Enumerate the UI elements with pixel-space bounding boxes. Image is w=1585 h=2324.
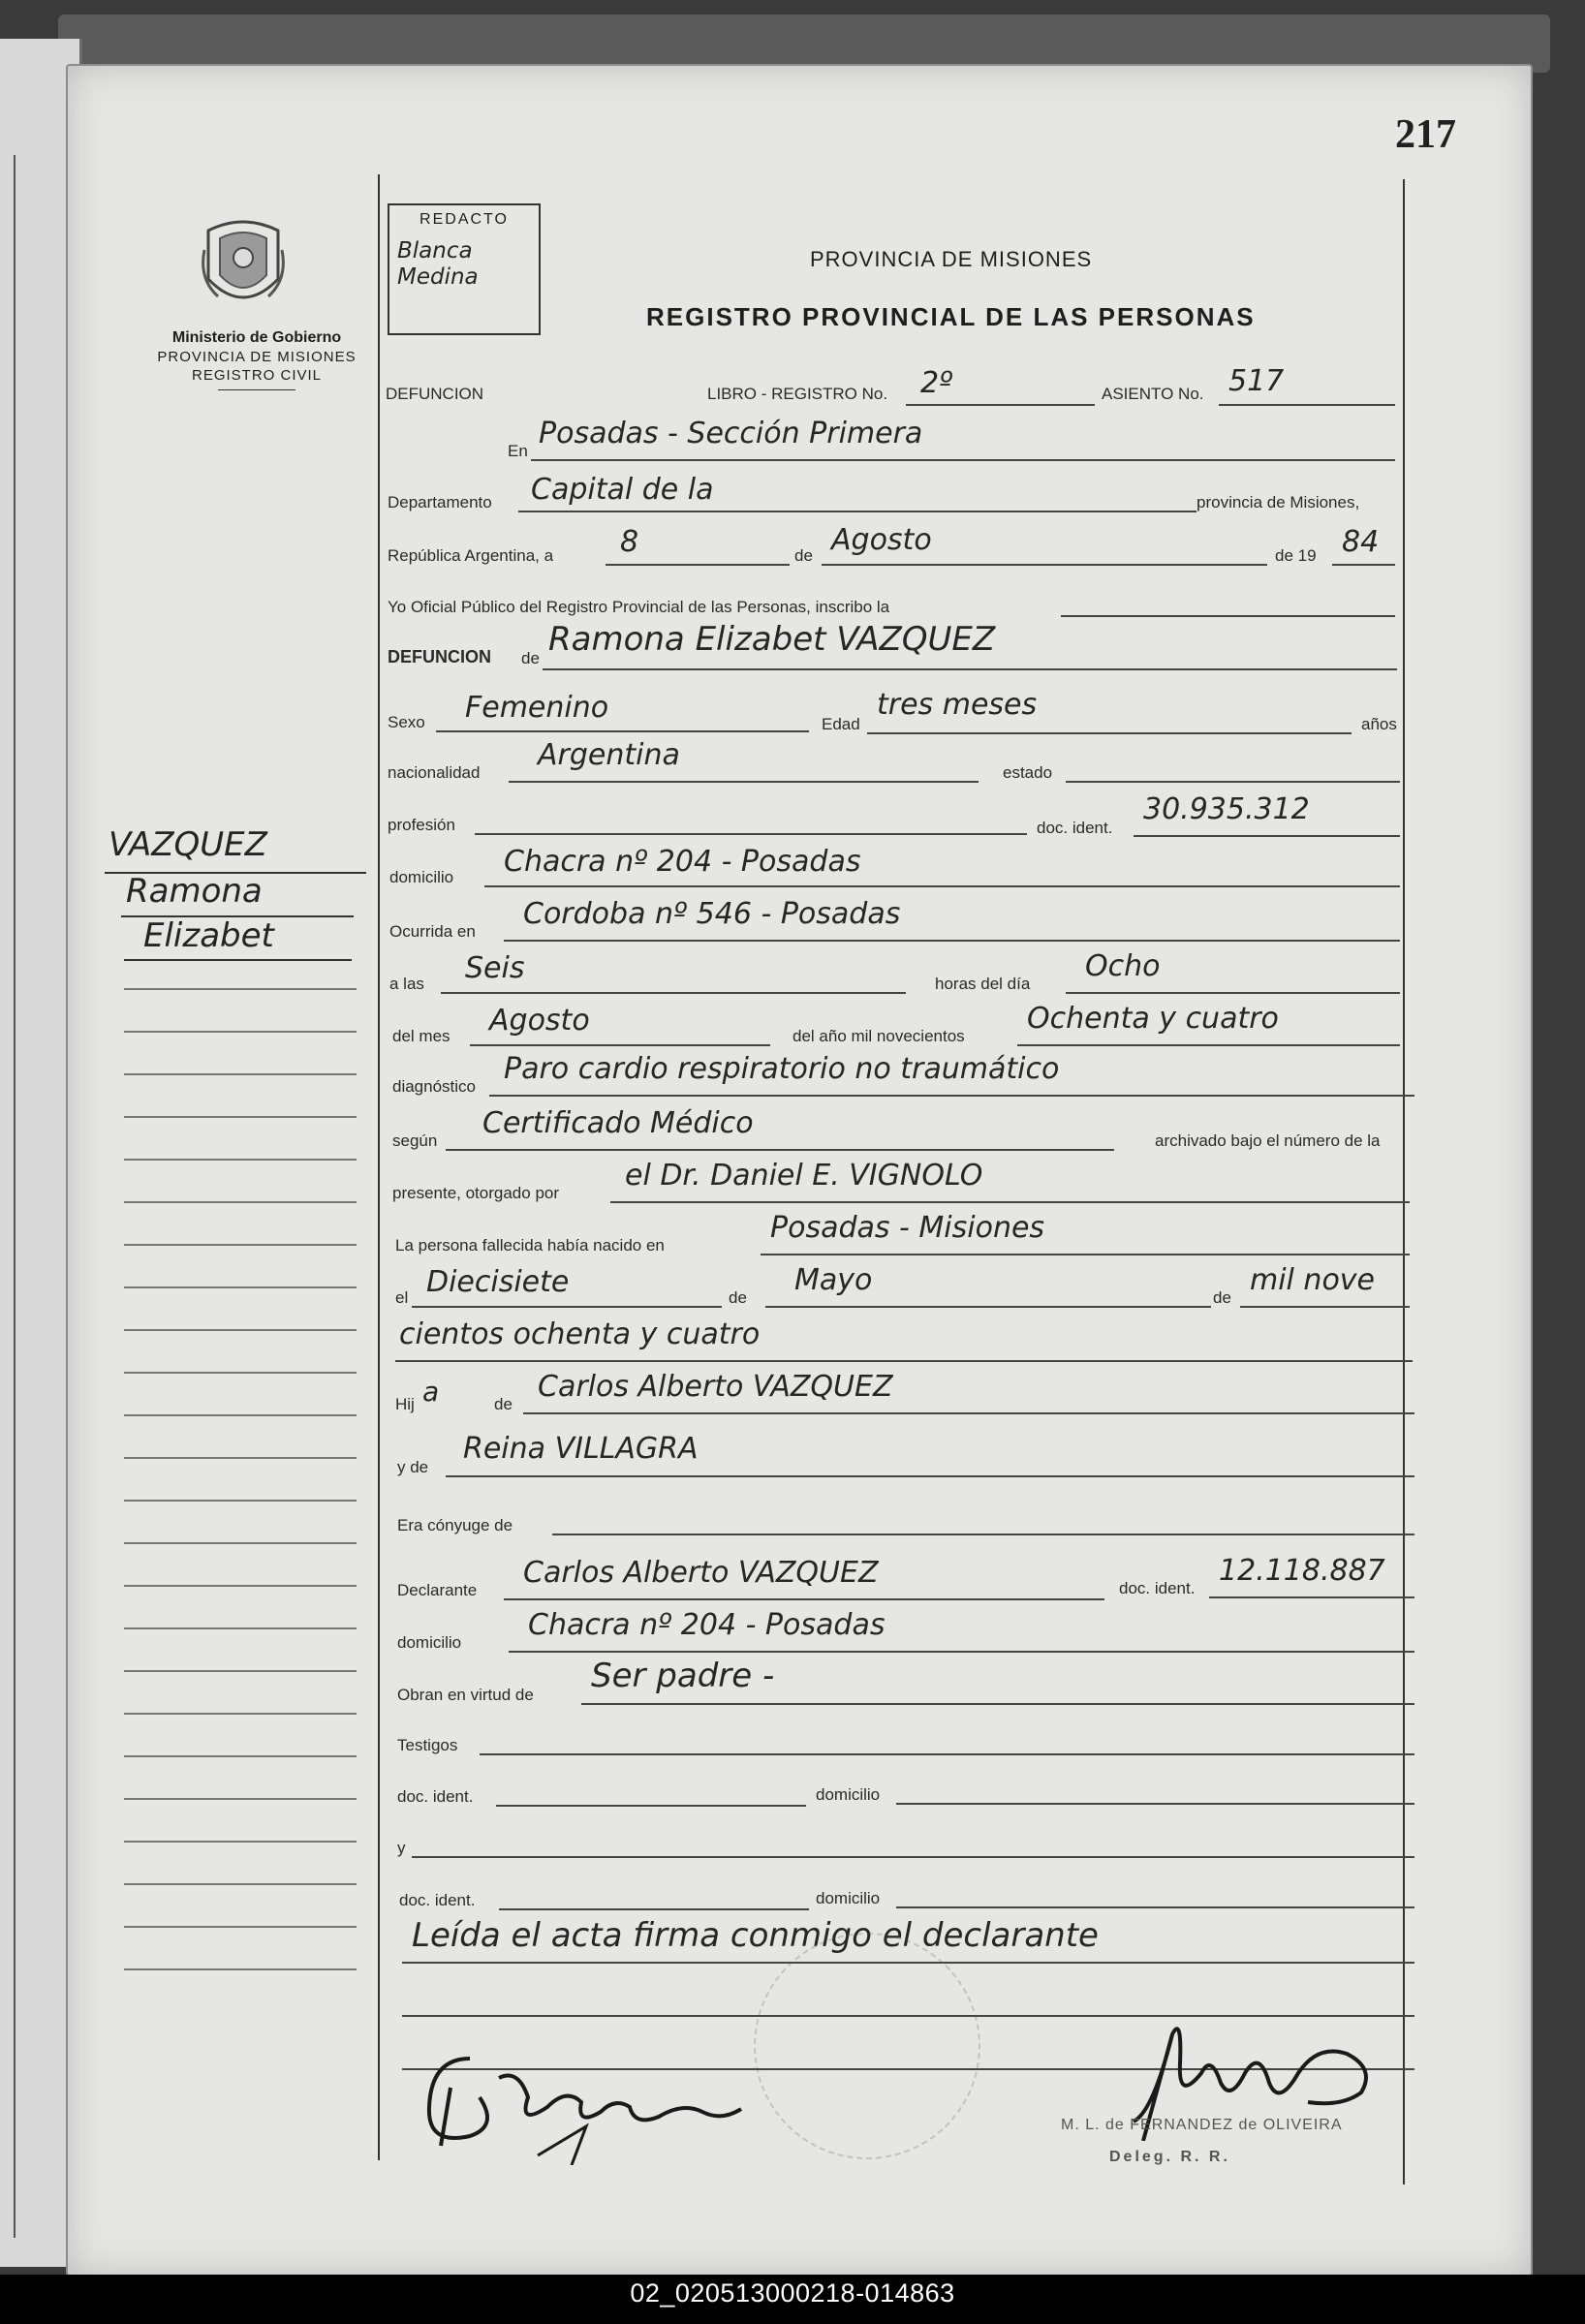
padre-value: Carlos Alberto VAZQUEZ: [538, 1370, 893, 1404]
profesion-rule: [475, 833, 1027, 835]
testigos-rule: [480, 1753, 1414, 1755]
ministry-block: [126, 329, 388, 390]
declarante-doc-value: 12.118.887: [1219, 1554, 1385, 1588]
official-name: M. L. de FERNANDEZ de OLIVEIRA: [1061, 2117, 1343, 2133]
margin-ruled-line: [124, 1500, 357, 1502]
nacido-en-rule: [761, 1254, 1410, 1255]
libro-label: LIBRO - REGISTRO No.: [707, 385, 888, 403]
margin-ruled-line: [124, 1542, 357, 1544]
margin-ruled-line: [124, 1159, 357, 1161]
presente-label: presente, otorgado por: [392, 1184, 560, 1202]
hora-value: Seis: [465, 951, 525, 985]
padre-rule: [523, 1412, 1414, 1414]
defuncion-label: DEFUNCION: [386, 385, 484, 403]
margin-ruled-line: [124, 1244, 357, 1246]
declarante-label: Declarante: [397, 1581, 478, 1599]
de-label: de: [794, 546, 813, 565]
doc-ident3-rule: [496, 1805, 806, 1807]
obran-rule: [581, 1703, 1414, 1705]
declarante-domicilio-rule: [509, 1651, 1414, 1653]
en-value: Posadas - Sección Primera: [539, 417, 923, 450]
horas-del-dia-label: horas del día: [935, 975, 1031, 993]
margin-second-name: Elizabet: [143, 916, 274, 955]
redacto-box: [388, 203, 541, 335]
departamento-value: Capital de la: [531, 473, 714, 507]
margin-ruled-line: [124, 1841, 357, 1843]
mes-texto-value: Agosto: [489, 1004, 590, 1038]
departamento-label: Departamento: [388, 493, 492, 511]
margin-ruled-line: [124, 1627, 357, 1629]
domicilio-label: domicilio: [389, 868, 454, 886]
conyuge-rule: [552, 1534, 1414, 1535]
hij-label: Hij: [395, 1395, 415, 1413]
mes-value: Agosto: [831, 523, 932, 557]
nac-mes-rule: [765, 1306, 1211, 1308]
declarante-rule: [504, 1598, 1104, 1600]
ano-texto-value: Ochenta y cuatro: [1027, 1002, 1279, 1036]
estado-label: estado: [1003, 763, 1053, 782]
edad-rule: [867, 732, 1352, 734]
obran-value: Ser padre -: [591, 1657, 775, 1695]
nac-dia-value: Diecisiete: [426, 1265, 570, 1299]
margin-ruled-line: [124, 1798, 357, 1800]
ministry-office: REGISTRO CIVIL: [191, 367, 323, 384]
domicilio-rule: [484, 885, 1400, 887]
deceased-name-value: Ramona Elizabet VAZQUEZ: [548, 620, 996, 659]
margin-ruled-line: [124, 1116, 357, 1118]
margin-surname: VAZQUEZ: [109, 825, 267, 864]
asiento-rule: [1219, 404, 1395, 406]
profesion-label: profesión: [388, 816, 455, 834]
nacionalidad-value: Argentina: [538, 738, 680, 772]
archivado-label: archivado bajo el número de la: [1155, 1131, 1381, 1150]
nacionalidad-rule: [509, 781, 979, 783]
a-las-label: a las: [389, 975, 424, 993]
redacto-label: REDACTO: [420, 211, 509, 228]
y-label: y: [397, 1839, 406, 1857]
nac-ano-2-value: cientos ochenta y cuatro: [399, 1317, 761, 1351]
domicilio4-label: domicilio: [816, 1889, 881, 1907]
de-19-label: de 19: [1275, 546, 1317, 565]
margin-ruled-line: [124, 1713, 357, 1715]
doc-ident2-label: doc. ident.: [1119, 1579, 1196, 1597]
obran-label: Obran en virtud de: [397, 1686, 534, 1704]
margin-ruled-line: [124, 1414, 357, 1416]
sexo-rule: [436, 730, 809, 732]
margin-ruled-line: [124, 1073, 357, 1075]
closing-statement: Leída el acta firma conmigo el declarante: [412, 1916, 1099, 1955]
del-mes-label: del mes: [392, 1027, 451, 1045]
margin-ruled-line: [124, 1585, 357, 1587]
ministry-name: Ministerio de Gobierno: [171, 329, 342, 346]
margin-ruled-line: [124, 1286, 357, 1288]
doc-ident4-label: doc. ident.: [399, 1891, 476, 1909]
dia-rule: [606, 564, 790, 566]
nac-mes-value: Mayo: [794, 1263, 873, 1297]
declarant-signature: [412, 2020, 761, 2165]
ano-rule: [1332, 564, 1395, 566]
page-number: 217: [1395, 112, 1456, 157]
madre-value: Reina VILLAGRA: [463, 1432, 699, 1466]
ano-value: 84: [1342, 525, 1380, 559]
edad-label: Edad: [822, 715, 860, 733]
dia-texto-rule: [1066, 992, 1400, 994]
mes-rule: [822, 564, 1267, 566]
ano-texto-rule: [1017, 1044, 1400, 1046]
diagnostico-label: diagnóstico: [392, 1077, 477, 1096]
dia-texto-value: Ocho: [1085, 949, 1161, 983]
margin-ruled-line: [124, 1670, 357, 1672]
de2-label: de: [729, 1288, 747, 1307]
ocurrida-rule: [504, 940, 1400, 942]
declarante-value: Carlos Alberto VAZQUEZ: [523, 1556, 879, 1590]
estado-rule: [1066, 781, 1400, 783]
registry-title: REGISTRO PROVINCIAL DE LAS PERSONAS: [646, 302, 1256, 331]
margin-ruled-line: [124, 1329, 357, 1331]
margin-ruled-line: [124, 1201, 357, 1203]
edad-value: tres meses: [877, 688, 1038, 722]
diagnostico-value: Paro cardio respiratorio no traumático: [504, 1052, 1060, 1086]
en-rule: [531, 459, 1395, 461]
en-label: En: [508, 442, 528, 460]
margin-ruled-line: [124, 1457, 357, 1459]
domicilio4-rule: [896, 1906, 1414, 1908]
nacionalidad-label: nacionalidad: [388, 763, 481, 782]
margin-ruled-line: [124, 988, 357, 990]
margin-ruled-line: [124, 1926, 357, 1928]
margin-ruled-line: [124, 1755, 357, 1757]
deceased-name-rule: [543, 668, 1397, 670]
official-title: Deleg. R. R.: [1109, 2149, 1230, 2165]
hora-rule: [441, 992, 906, 994]
el-label: el: [395, 1288, 409, 1307]
departamento-rule: [518, 511, 1197, 512]
margin-ruled-line: [124, 1968, 357, 1970]
image-identifier: 02_020513000218-014863: [630, 2278, 955, 2308]
anos-label: años: [1361, 715, 1397, 733]
defuncion-de-small: de: [521, 649, 540, 667]
yo-oficial-rule: [1061, 615, 1395, 617]
margin-ruled-line: [124, 1883, 357, 1885]
domicilio2-label: domicilio: [397, 1633, 462, 1652]
doc-ident-label: doc. ident.: [1037, 819, 1113, 837]
conyuge-label: Era cónyuge de: [397, 1516, 513, 1534]
ministry-divider: [218, 389, 295, 390]
segun-label: según: [392, 1131, 438, 1150]
asiento-value: 517: [1228, 364, 1285, 398]
ocurrida-value: Cordoba nº 546 - Posadas: [523, 897, 901, 931]
coat-of-arms-icon: [199, 211, 288, 318]
y-rule: [412, 1856, 1414, 1858]
libro-rule: [906, 404, 1095, 406]
nac-ano-1-value: mil nove: [1250, 1263, 1376, 1297]
ministry-province: PROVINCIA DE MISIONES: [157, 349, 357, 365]
margin-ruled-line: [124, 1372, 357, 1374]
doc-ident3-label: doc. ident.: [397, 1787, 474, 1806]
hij-de-label: de: [494, 1395, 513, 1413]
sexo-label: Sexo: [388, 713, 425, 731]
libro-value: 2º: [920, 366, 953, 400]
de3-label: de: [1213, 1288, 1231, 1307]
declarante-doc-rule: [1209, 1596, 1414, 1598]
segun-value: Certificado Médico: [482, 1106, 754, 1140]
diagnostico-rule: [489, 1095, 1414, 1097]
domicilio3-rule: [896, 1803, 1414, 1805]
margin-ruled-line: [124, 1031, 357, 1033]
margin-first-name: Ramona: [126, 872, 263, 911]
nacido-en-value: Posadas - Misiones: [770, 1211, 1045, 1245]
margin-second-name-underline: [124, 959, 352, 961]
doc-ident-value: 30.935.312: [1143, 792, 1310, 826]
right-margin-rule: [1403, 179, 1405, 2185]
domicilio3-label: domicilio: [816, 1785, 881, 1804]
nac-ano-2-rule: [395, 1360, 1413, 1362]
mes-texto-rule: [470, 1044, 770, 1046]
defuncion-de-label: DEFUNCION: [388, 647, 491, 666]
province-title: PROVINCIA DE MISIONES: [810, 247, 1093, 271]
madre-rule: [446, 1475, 1414, 1477]
ocurrida-label: Ocurrida en: [389, 922, 476, 941]
otorgado-rule: [610, 1201, 1410, 1203]
testigos-label: Testigos: [397, 1736, 458, 1754]
doc-ident-rule: [1134, 835, 1400, 837]
asiento-label: ASIENTO No.: [1102, 385, 1204, 403]
nacido-en-label: La persona fallecida había nacido en: [395, 1236, 665, 1255]
declarante-domicilio-value: Chacra nº 204 - Posadas: [528, 1608, 886, 1642]
yo-oficial-label: Yo Oficial Público del Registro Provincial de las Personas, inscribo la: [388, 598, 890, 616]
segun-rule: [446, 1149, 1114, 1151]
domicilio-value: Chacra nº 204 - Posadas: [504, 845, 861, 879]
nac-dia-rule: [412, 1306, 722, 1308]
left-margin-rule: [378, 174, 380, 2160]
redacto-name: Blanca Medina: [397, 238, 479, 290]
del-ano-label: del año mil novecientos: [792, 1027, 965, 1045]
hij-suffix-value: a: [422, 1376, 440, 1408]
nac-ano-1-rule: [1240, 1306, 1410, 1308]
faint-stamp: [754, 1933, 980, 2159]
dia-value: 8: [620, 525, 639, 559]
y-de-label: y de: [397, 1458, 429, 1476]
doc-ident4-rule: [499, 1908, 809, 1910]
republica-label: República Argentina, a: [388, 546, 554, 565]
sexo-value: Femenino: [465, 691, 609, 725]
provincia-misiones-label: provincia de Misiones,: [1197, 493, 1360, 511]
otorgado-value: el Dr. Daniel E. VIGNOLO: [625, 1159, 983, 1193]
